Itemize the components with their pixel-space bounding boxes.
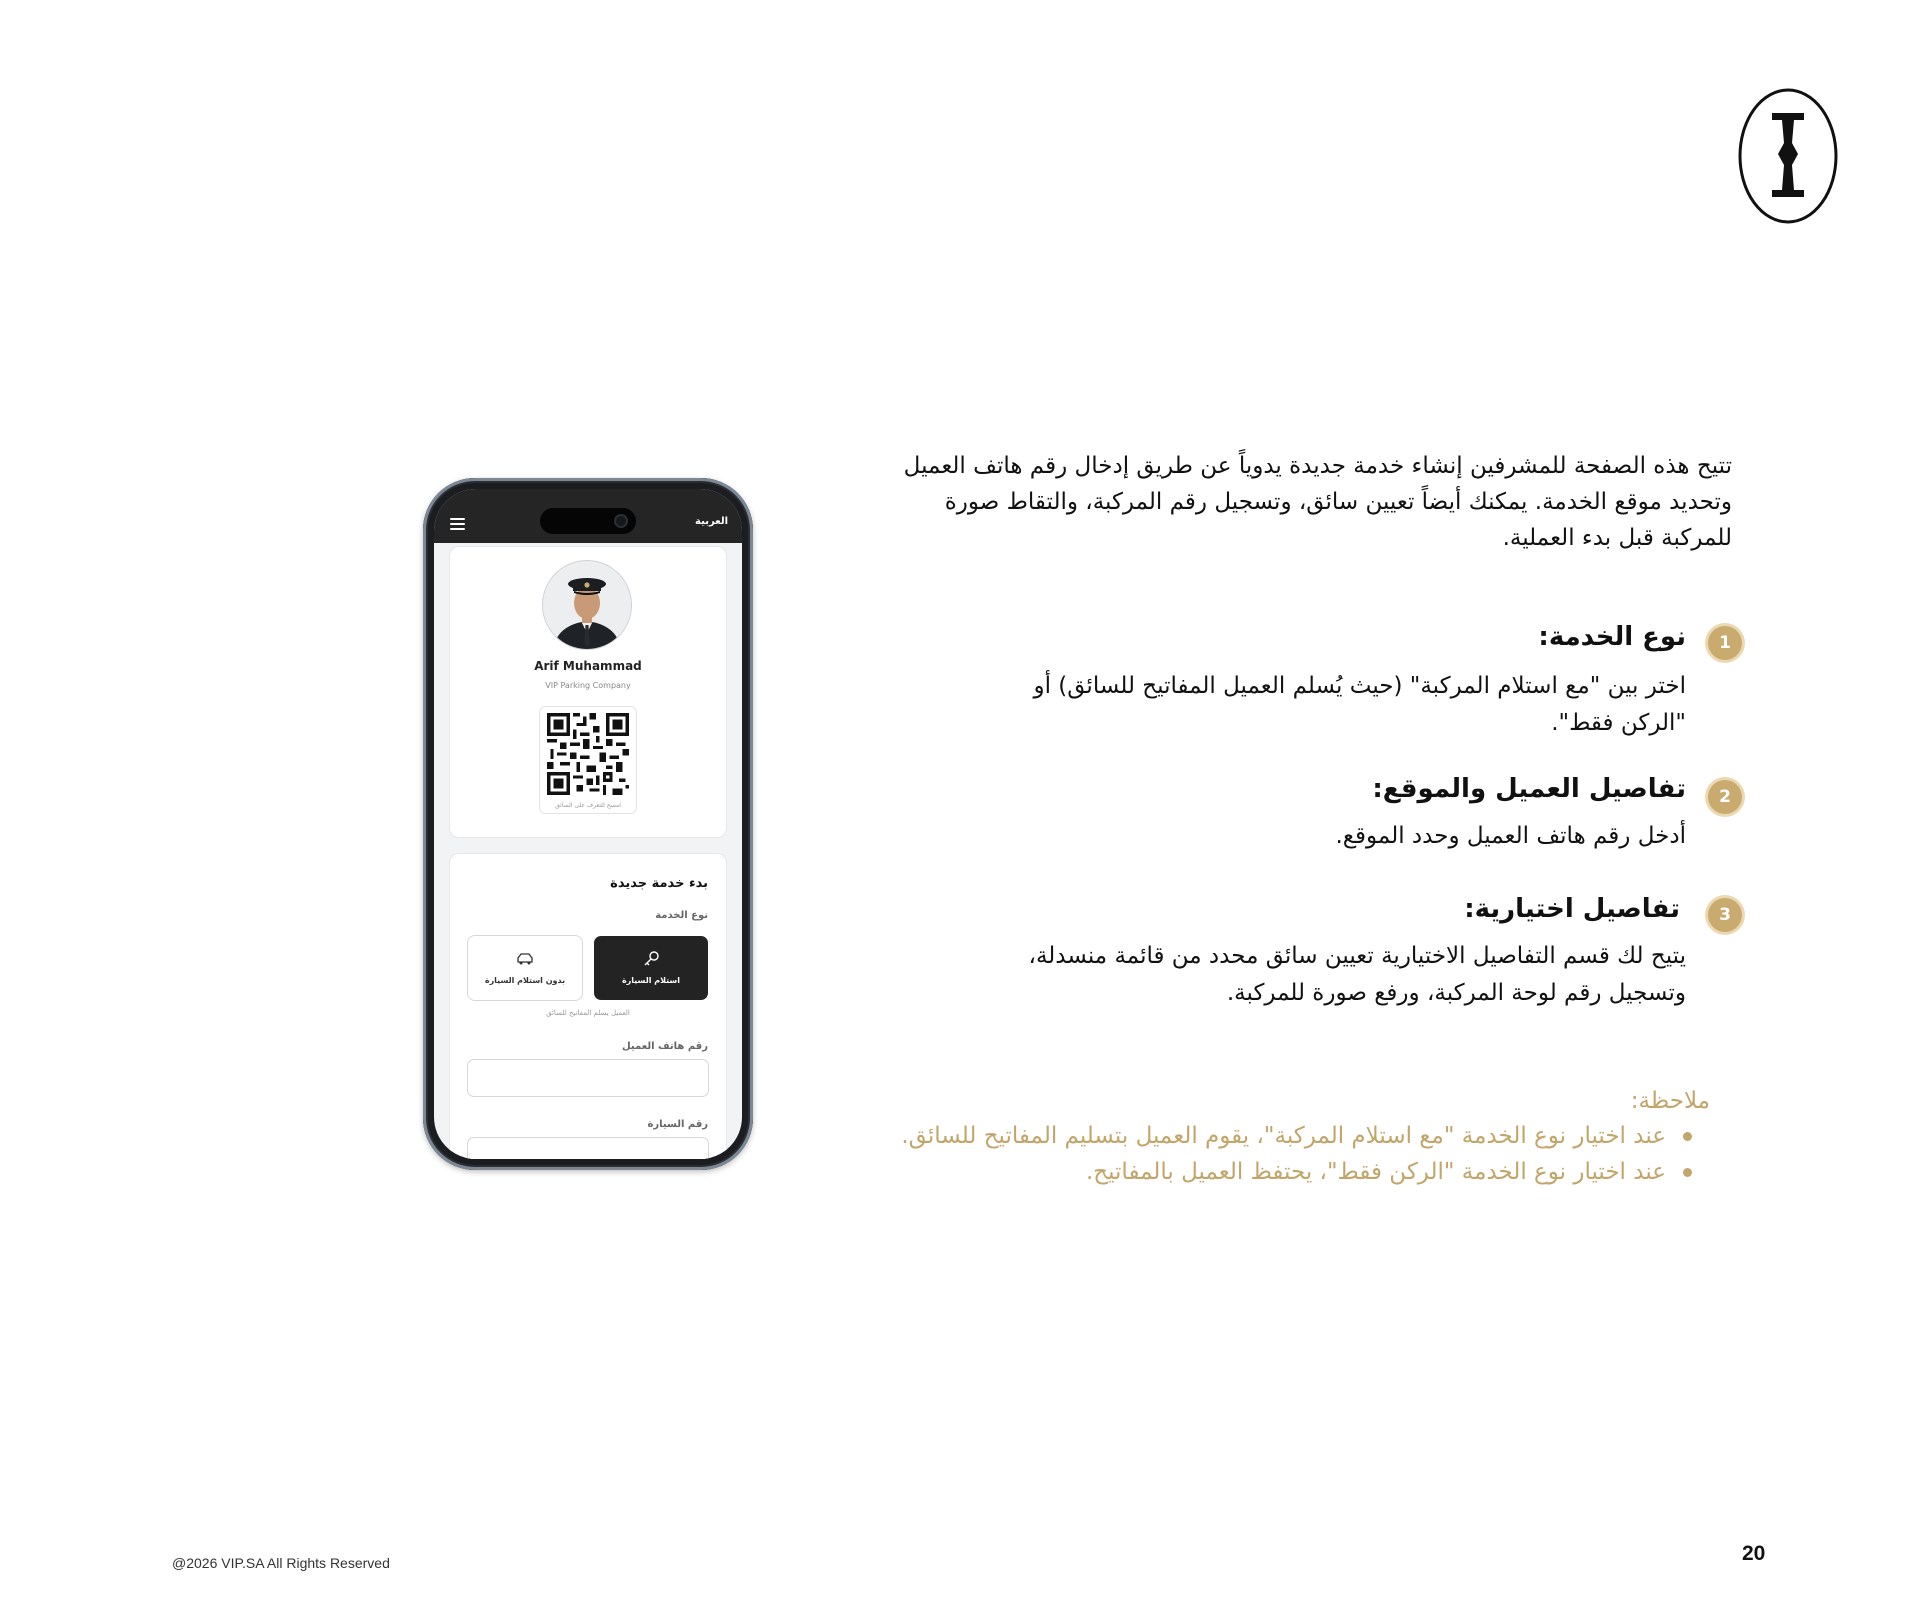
phone-screen [434, 489, 742, 1159]
note-item: عند اختيار نوع الخدمة "الركن فقط"، يحتفظ العميل بالمفاتيح. [880, 1154, 1666, 1190]
car-number-label: رقم السيارة [647, 1119, 708, 1130]
note-block [880, 1088, 1722, 1190]
form-title: بدء خدمة جديدة [610, 876, 708, 891]
page-number: 20 [1742, 1542, 1766, 1565]
company-name: VIP Parking Company [545, 681, 631, 690]
service-without-pickup-button[interactable] [468, 936, 582, 1000]
step-number-badge: 1 [1708, 626, 1742, 660]
note-item: عند اختيار نوع الخدمة "مع استلام المركبة"، يقوم العميل بتسليم المفاتيح للسائق. [880, 1118, 1666, 1154]
intro-paragraph: تتيح هذه الصفحة للمشرفين إنشاء خدمة جديدة يدوياً عن طريق إدخال رقم هاتف العميل وتحديد موقع الخدمة. يمكنك أيضاً تعيين سائق، وتسجيل رقم المركبة، والتقاط صورة للمركبة قبل بدء العملية. [903, 453, 1732, 551]
qr-code-box[interactable] [540, 707, 636, 813]
copyright-footer: @2026 VIP.SA All Rights Reserved [172, 1555, 390, 1571]
qr-code-icon [547, 713, 629, 795]
brand-logo [1738, 88, 1838, 224]
dynamic-island [540, 508, 636, 534]
step-title: تفاصيل العميل والموقع: [1372, 774, 1686, 804]
car-number-input[interactable] [468, 1138, 708, 1159]
service-without-pickup-label: بدون استلام السيارة [484, 976, 566, 985]
step-number-badge: 2 [1708, 780, 1742, 814]
service-with-pickup-label: استلام السيارة [621, 976, 681, 985]
step-title: نوع الخدمة: [1538, 622, 1686, 652]
driver-name: Arif Muhammad [534, 659, 642, 673]
step-body: اختر بين "مع استلام المركبة" (حيث يُسلم العميل المفاتيح للسائق) أو "الركن فقط". [1033, 673, 1686, 736]
car-icon [468, 950, 582, 968]
key-icon [594, 950, 708, 968]
step-title: تفاصيل اختيارية: [1464, 894, 1680, 924]
step-body: أدخل رقم هاتف العميل وحدد الموقع. [1335, 823, 1686, 849]
step-body: يتيح لك قسم التفاصيل الاختيارية تعيين سائق محدد من قائمة منسدلة، وتسجيل رقم لوحة المركبة، ورفع صورة للمركبة. [1028, 943, 1686, 1006]
step-number-badge: 3 [1708, 898, 1742, 932]
new-service-form [450, 854, 726, 1159]
phone-mockup [423, 478, 753, 1170]
language-switch[interactable]: العربية [695, 516, 728, 527]
camera-icon [614, 514, 628, 528]
driver-profile-card [450, 547, 726, 837]
customer-phone-label: رقم هاتف العميل [621, 1041, 708, 1052]
note-list [880, 1118, 1722, 1190]
app-bar [434, 489, 742, 543]
driver-avatar [543, 561, 631, 649]
note-title: ملاحظة: [1630, 1088, 1710, 1114]
service-hint: العميل يسلم المفاتيح للسائق [546, 1009, 630, 1017]
service-with-pickup-button[interactable] [594, 936, 708, 1000]
qr-caption: امسح للتعرف على السائق [555, 802, 621, 809]
hamburger-menu-icon[interactable] [450, 518, 465, 530]
service-type-label: نوع الخدمة [655, 910, 708, 921]
customer-phone-input[interactable] [468, 1060, 708, 1096]
